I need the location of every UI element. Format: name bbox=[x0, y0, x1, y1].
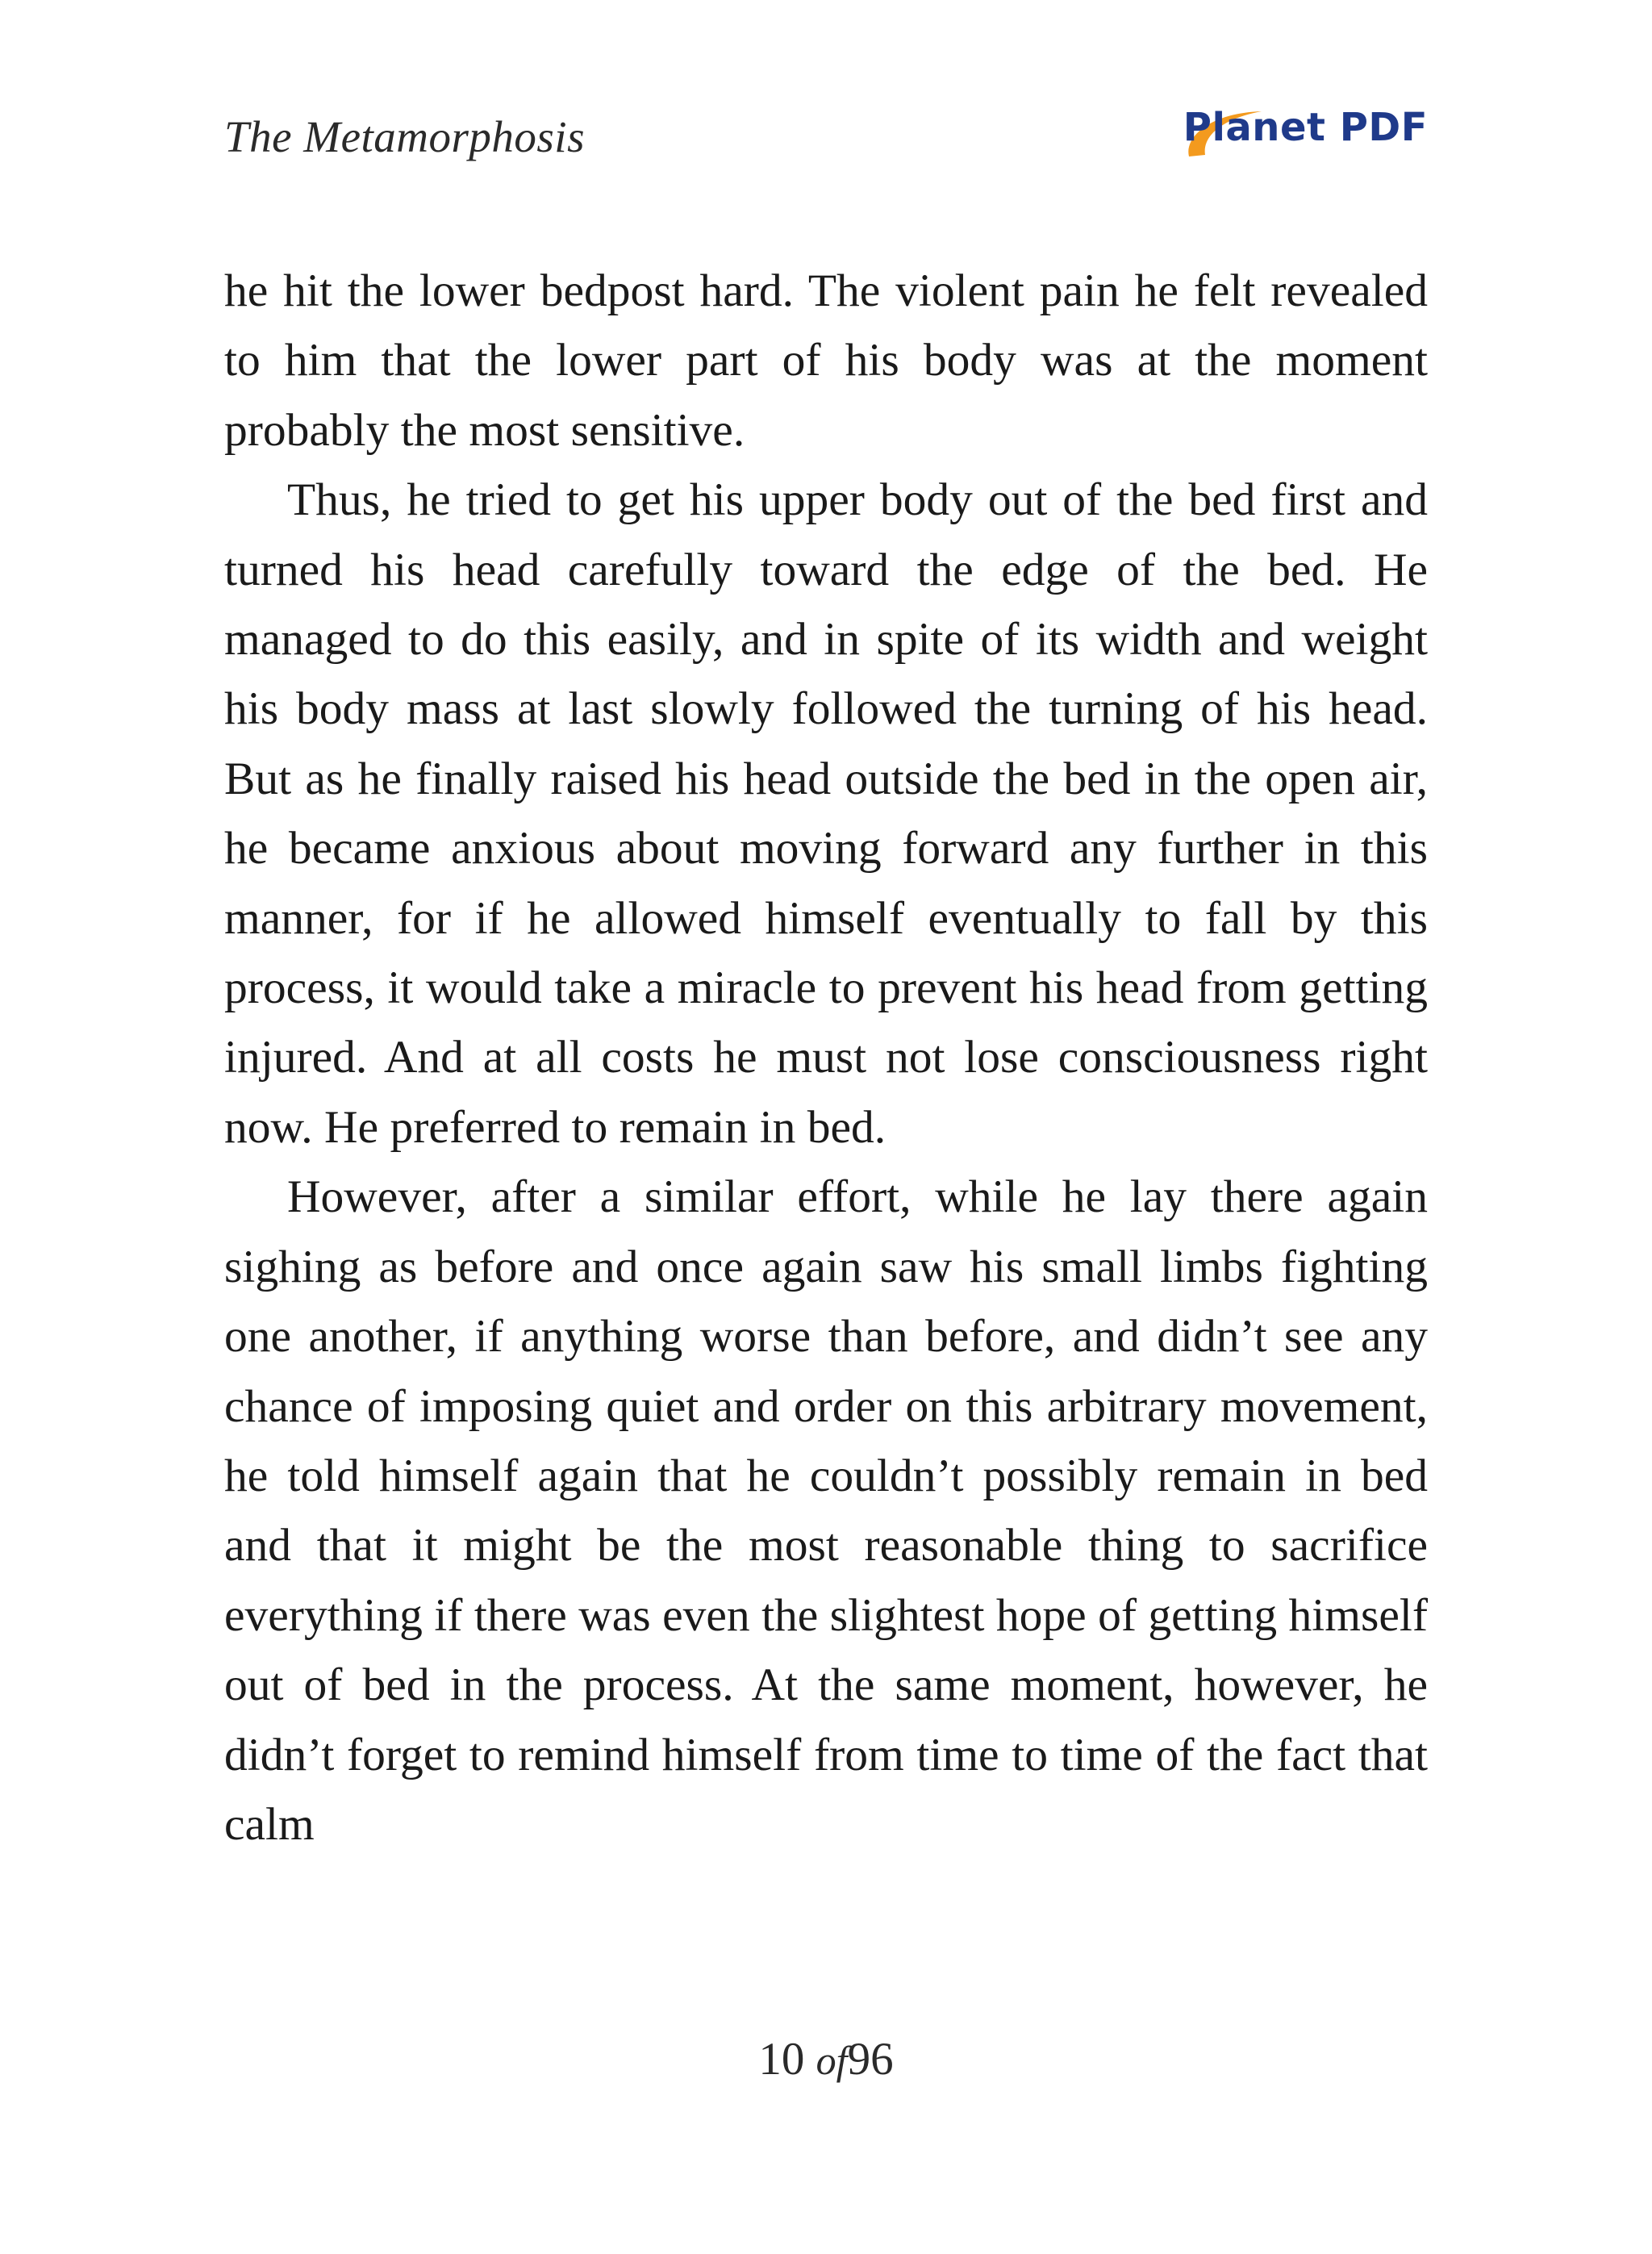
page-header bbox=[224, 97, 1428, 186]
paragraph: However, after a similar effort, while he lay there again sighing as before and once again saw his small limbs fighting one another, if anything worse than before, and didn’t see any chance of imposing quiet and order on this arbitrary movement, he told himself again that he couldn’t possibly remain in bed and that it might be the most reasonable thing to sacrifice everything if there was even the slightest hope of getting himself out of bed in the process. At the same moment, however, he didn’t forget to remind himself from time to time of the fact that calm bbox=[224, 1171, 1428, 1850]
paragraph: Thus, he tried to get his upper body out of the bed first and turned his head carefully toward the edge of the bed. He managed to do this easily, and in spite of its width and weight his body mass at last slowly followed the turning of his head. But as he finally raised his head outside the bed in the open air, he became anxious about moving forward any further in this manner, for if he allowed himself eventually to fall by this process, it would take a miracle to prevent his head from getting injured. And at all costs he must not lose consciousness right now. He preferred to remain in bed. bbox=[224, 474, 1428, 1153]
page-current: 10 bbox=[758, 2034, 805, 2085]
planet-pdf-logo bbox=[1178, 97, 1428, 169]
book-title: The Metamorphosis bbox=[224, 112, 585, 161]
logo-text: Planet PDF bbox=[1183, 105, 1428, 150]
page-total: 96 bbox=[847, 2034, 894, 2085]
body-text bbox=[224, 257, 1428, 1860]
page-of-label: of bbox=[816, 2038, 848, 2083]
page-number bbox=[0, 2033, 1652, 2085]
paragraph: he hit the lower bedpost hard. The violent pain he felt revealed to him that the lower part of his body was at the moment probably the most sensitive. bbox=[224, 265, 1428, 456]
